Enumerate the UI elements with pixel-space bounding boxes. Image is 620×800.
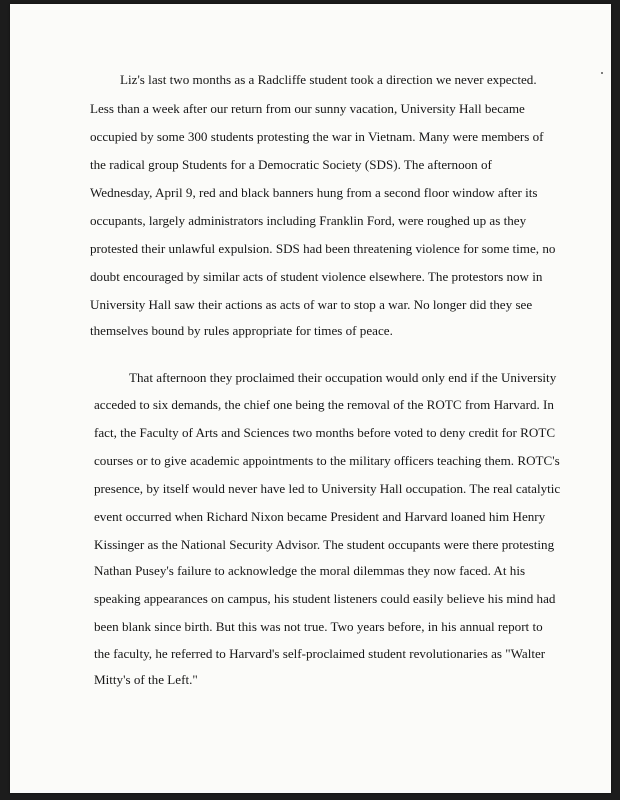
text-line: speaking appearances on campus, his student listeners could easily believe his mind had: [94, 591, 556, 606]
text-line: acceded to six demands, the chief one being the removal of the ROTC from Harvard. In: [94, 397, 554, 412]
text-line: the faculty, he referred to Harvard's self-proclaimed student revolutionaries as "Walter: [94, 646, 546, 661]
text-line: courses or to give academic appointments to the military officers teaching them. ROTC's: [94, 453, 560, 468]
page-speck: [601, 72, 603, 74]
text-line: occupants, largely administrators including Franklin Ford, were roughed up as they: [90, 213, 527, 228]
text-line: presence, by itself would never have led to University Hall occupation. The real catalytic: [94, 481, 561, 496]
text-line: doubt encouraged by similar acts of student violence elsewhere. The protestors now in: [90, 269, 543, 284]
text-line: been blank since birth. But this was not true. Two years before, in his annual report to: [94, 619, 543, 634]
text-line: fact, the Faculty of Arts and Sciences two months before voted to deny credit for ROTC: [94, 425, 556, 440]
text-line: Liz's last two months as a Radcliffe student took a direction we never expected.: [120, 72, 537, 87]
text-line: protested their unlawful expulsion. SDS had been threatening violence for some time, no: [90, 241, 556, 256]
text-line: Nathan Pusey's failure to acknowledge the moral dilemmas they now faced. At his: [94, 563, 526, 578]
text-line: event occurred when Richard Nixon became President and Harvard loaned him Henry: [94, 509, 546, 524]
text-line: University Hall saw their actions as acts of war to stop a war. No longer did they see: [90, 297, 533, 312]
text-line: Less than a week after our return from our sunny vacation, University Hall became: [90, 101, 525, 116]
text-line: themselves bound by rules appropriate for times of peace.: [90, 323, 393, 338]
text-line: That afternoon they proclaimed their occupation would only end if the University: [129, 370, 557, 385]
text-line: Wednesday, April 9, red and black banners hung from a second floor window after its: [90, 185, 538, 200]
text-line: occupied by some 300 students protesting the war in Vietnam. Many were members of: [90, 129, 544, 144]
text-line: the radical group Students for a Democratic Society (SDS). The afternoon of: [90, 157, 492, 172]
text-line: Mitty's of the Left.": [94, 672, 198, 687]
text-line: Kissinger as the National Security Advisor. The student occupants were there protesting: [94, 537, 555, 552]
